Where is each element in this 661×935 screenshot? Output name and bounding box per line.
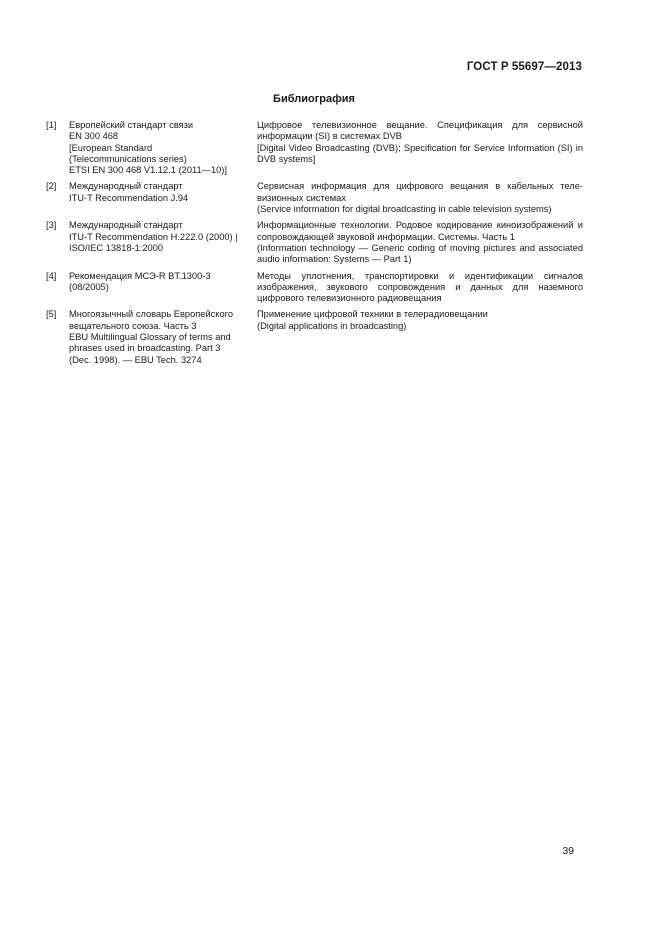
description-line: (Service information for digital broadcasting in cable television systems) <box>257 204 552 215</box>
source-line: phrases used in broadcasting. Part 3 <box>69 343 221 354</box>
entry-source <box>69 220 249 254</box>
bibliography-title: Библиография <box>273 93 355 105</box>
source-line: ISO/IEC 13818-1:2000 <box>69 242 164 253</box>
document-code: ГОСТ Р 55697—2013 <box>466 61 582 73</box>
entry-source <box>69 120 249 176</box>
bibliography-entry-1 <box>46 120 583 176</box>
description-line: (Digital applications in broadcasting) <box>257 320 407 331</box>
entry-source <box>69 181 249 204</box>
source-line: ETSI EN 300 468 V1.12.1 (2011—10)] <box>69 165 227 176</box>
page-number: 39 <box>562 845 574 857</box>
bibliography-entry-3 <box>46 220 583 265</box>
entry-number: [5] <box>46 309 57 320</box>
bibliography-entry-2 <box>46 181 583 215</box>
entry-source <box>69 271 249 294</box>
source-line: вещательного союза. Часть 3 <box>69 320 197 331</box>
entry-source <box>69 309 249 365</box>
entry-description <box>257 309 583 332</box>
entry-number: [2] <box>46 181 57 192</box>
source-line: (Dec. 1998). — EBU Tech. 3274 <box>69 354 202 365</box>
source-line: Международный стандарт <box>69 181 183 192</box>
bibliography-entry-5 <box>46 309 583 365</box>
description-line: Методы уплотнения, транспортировки и идентификации сигналов изображения, звукового сопровождения и данных для наземного цифрового телевизионного радиовещания <box>257 270 583 304</box>
source-line: (08/2005) <box>69 281 109 292</box>
description-line: Цифровое телевизионное вещание. Спецификация для сервисной информации (SI) в системах DVB <box>257 120 583 142</box>
entry-number: [1] <box>46 120 57 130</box>
entry-description <box>257 220 583 265</box>
source-line: Европейский стандарт связи <box>69 120 194 130</box>
source-line: Международный стандарт <box>69 220 183 231</box>
description-line: [Digital Video Broadcasting (DVB); Specification for Service Information (SI) in DVB systems] <box>257 142 583 164</box>
bibliography-list <box>46 120 583 371</box>
source-line: (Telecommunications series) <box>69 153 187 164</box>
entry-description <box>257 271 583 305</box>
source-line: [European Standard <box>69 142 153 153</box>
description-line: Применение цифровой техники в телерадиовещании <box>257 309 488 320</box>
source-line: EBU Multilingual Glossary of terms and <box>69 332 231 343</box>
description-line: Сервисная информация для цифрового вещания в кабельных телевизионных системах <box>257 181 583 203</box>
description-line: (Information technology — Generic coding of moving pictures and associated audio information: Systems — Part 1) <box>257 242 583 265</box>
source-line: Многоязычный словарь Европейского <box>69 309 233 320</box>
entry-number: [4] <box>46 270 57 281</box>
source-line: ITU-T Recommendation H.222.0 (2000) | <box>69 231 238 242</box>
source-line: Рекомендация МСЭ-R BT.1300-3 <box>69 270 211 281</box>
entry-number: [3] <box>46 220 57 231</box>
entry-description <box>257 120 583 165</box>
source-line: ITU-T Recommendation J.94 <box>69 192 189 203</box>
source-line: EN 300 468 <box>69 131 119 142</box>
description-line: Информационные технологии. Родовое кодирование киноизображений и сопровождающей звуковой информации. Системы. Часть 1 <box>257 220 583 242</box>
bibliography-entry-4 <box>46 271 583 305</box>
entry-description <box>257 181 583 215</box>
